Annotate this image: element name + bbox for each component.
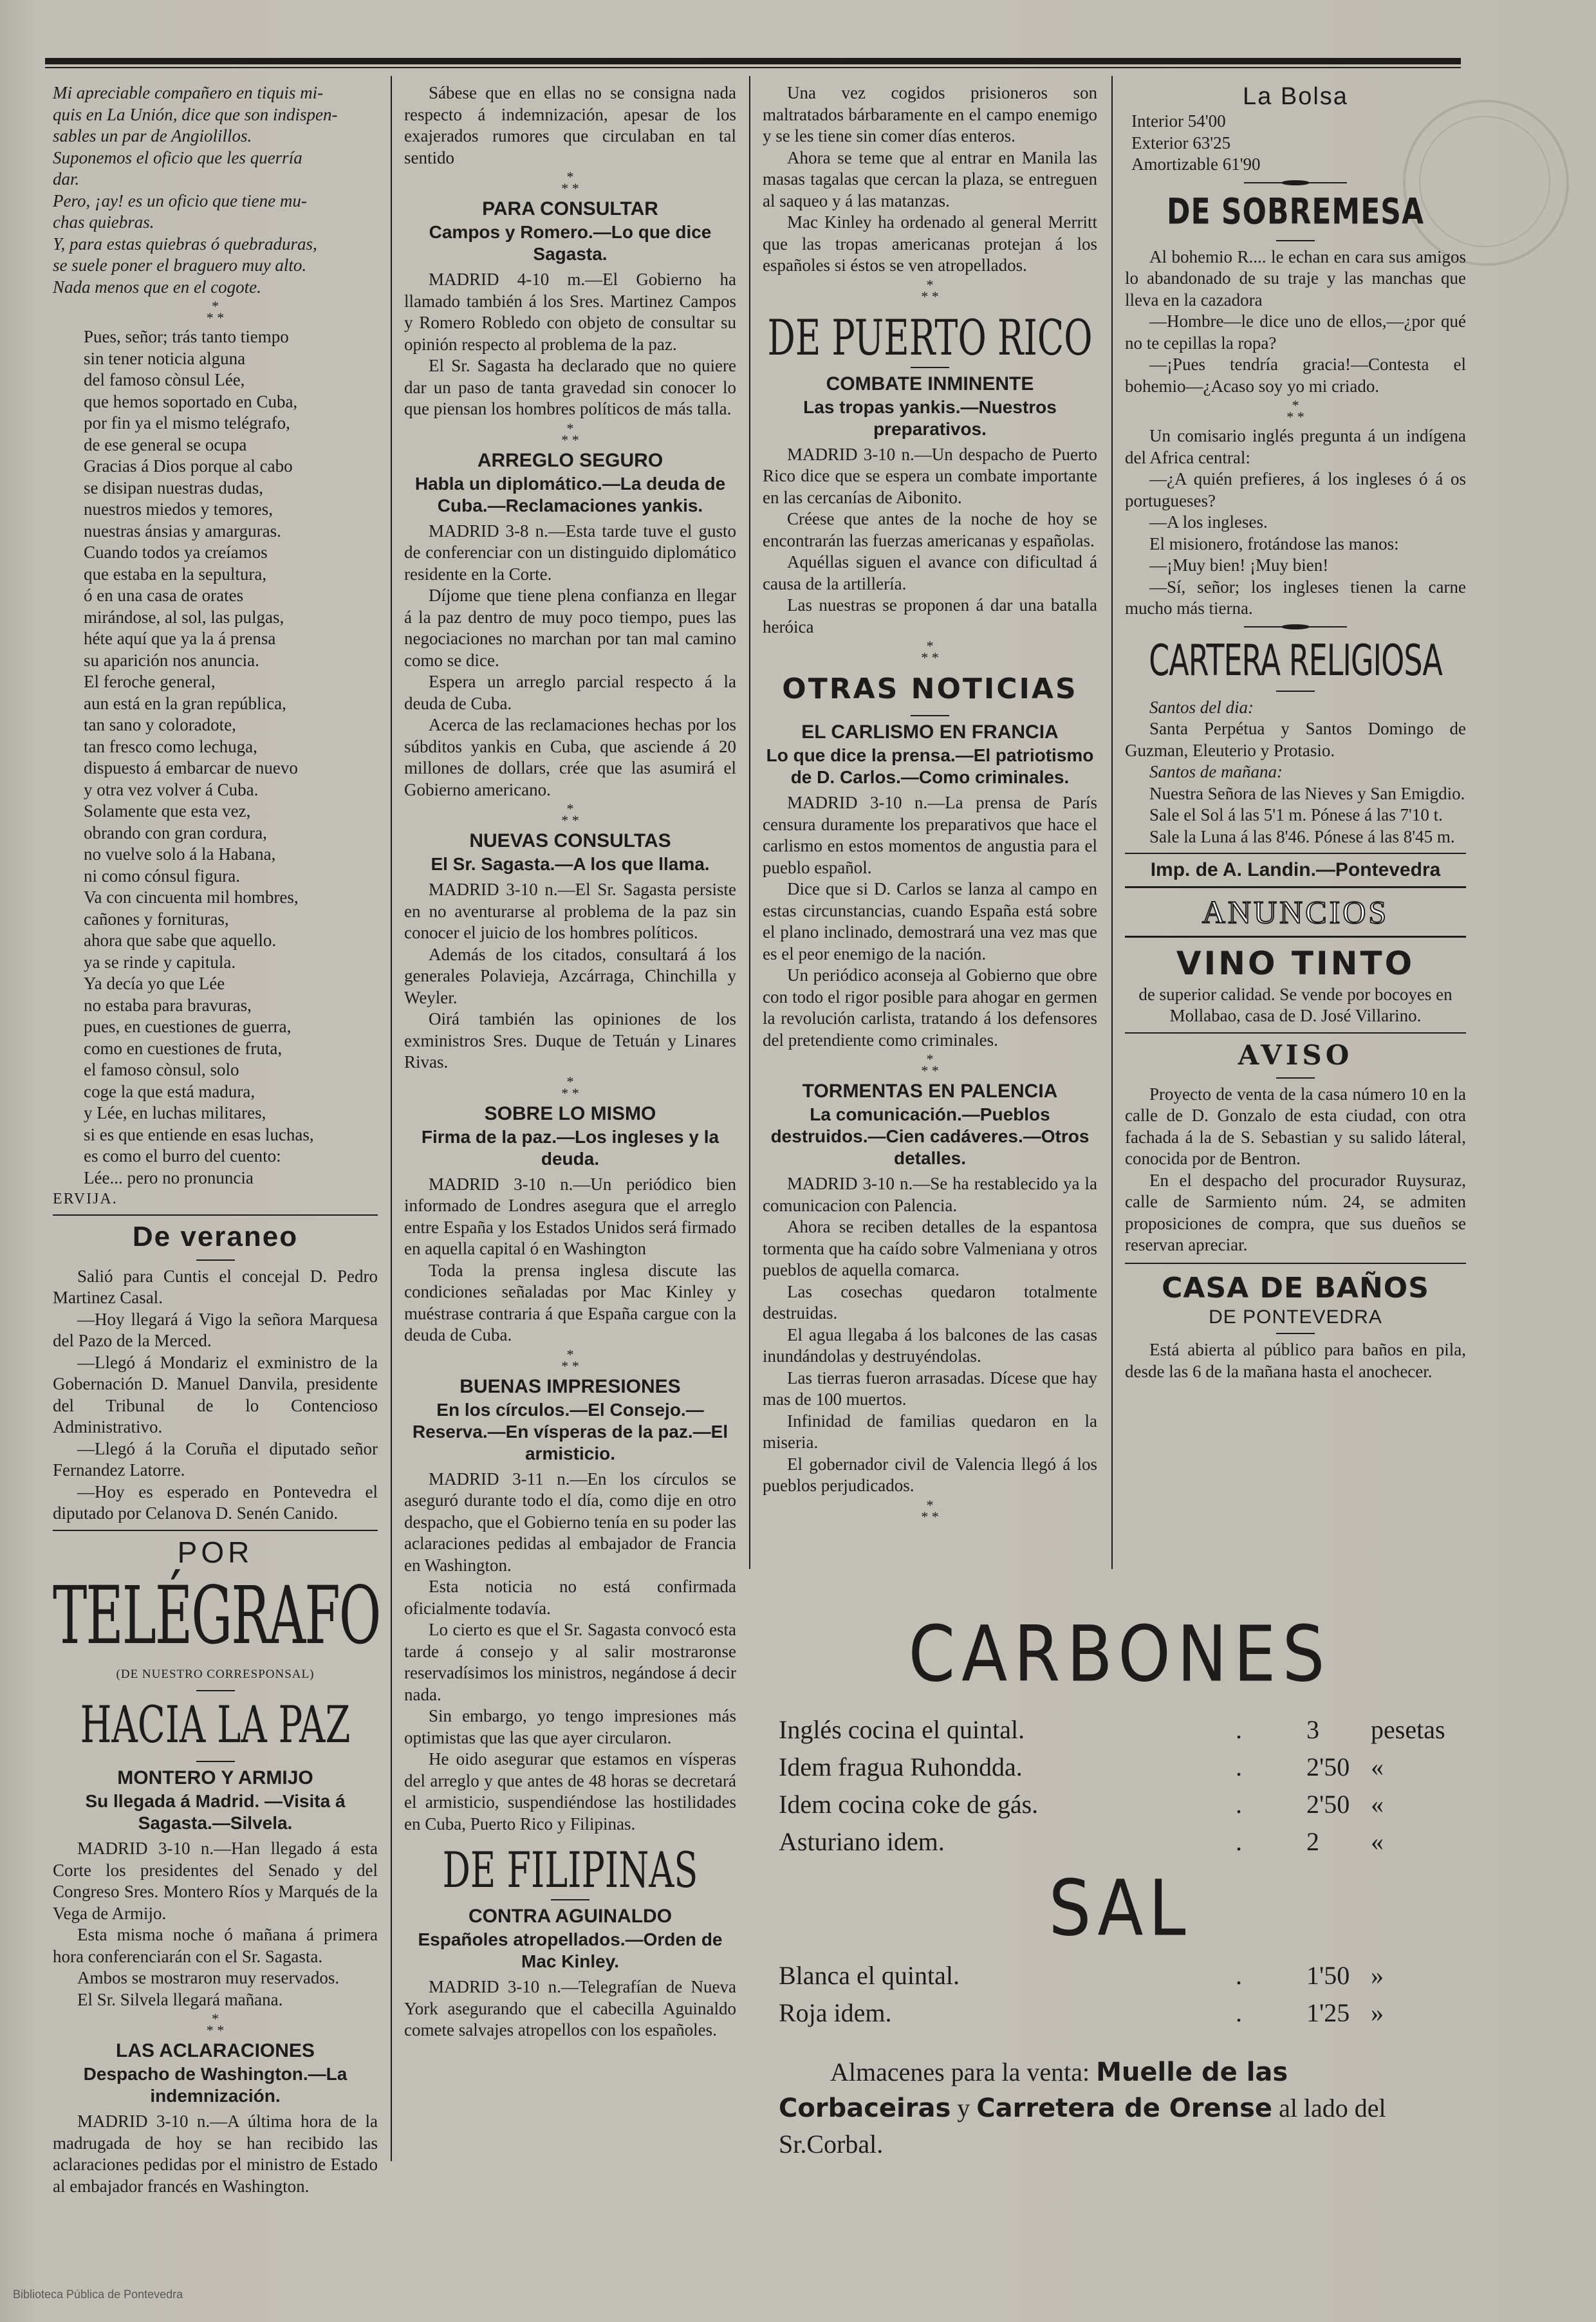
carlismo-deck: Lo que dice la prensa.—El patriotismo de D. Carlos.—Como criminales. [766,745,1094,787]
poem-line: Pues, señor; trás tanto tiempo [84,327,289,346]
aclaraciones-body [53,2111,378,2197]
veraneo-item: Salió para Cuntis el concejal D. Pedro Martinez Casal. [53,1266,378,1307]
price-value: 1'50 [1306,1961,1350,1990]
poem-line: ya se rinde y capitula. [84,952,236,972]
carlismo-heading: EL CARLISMO EN FRANCIA [801,721,1059,743]
veraneo-item: —Llegó á la Coruña el diputado señor Fernandez Latorre. [53,1438,378,1480]
luna-times: Sale la Luna á las 8'46. Pónese á las 8'45 m. [1149,826,1455,846]
poem [53,326,378,1189]
sobre-heading: SOBRE LO MISMO [484,1102,656,1124]
poem-line: cañones y fornituras, [84,909,229,929]
consultar-heading: PARA CONSULTAR [482,198,658,219]
poem-line: de ese general se ocupa [84,434,247,454]
buenas-body [404,1469,736,1835]
paragraph: Espera un arreglo parcial respecto á la deuda de Cuba. [404,672,736,713]
asterism: * * * [921,276,939,304]
column-2 [404,82,736,2041]
intro-paragraph-2: Ahora se teme que al entrar en Manila las masas tagalas que cercan la plaza, se entreguen al saqueo y á las matanzas. [763,147,1097,210]
dot: . [1236,1961,1242,1990]
price-value: 2 [1306,1827,1319,1856]
price-row [772,1711,1467,1748]
aclaraciones-heading: LAS ACLARACIONES [116,2040,315,2061]
paragraph: MADRID 3-10 n.—Un despacho de Puerto Rico dice que se espera un combate importante en las cercanías de Aibonito. [763,444,1097,507]
poem-line: tan fresco como lechuga, [84,736,257,756]
section-rule [1125,1263,1466,1264]
dash [196,1259,235,1261]
note-line: Suponemos el oficio que les querría [53,147,302,167]
poem-line: es como el burro del cuento: [84,1146,281,1166]
corresponsal-line: (DE NUESTRO CORRESPONSAL) [116,1667,315,1681]
almacenes-text: Almacenes para la venta: Muelle de las Corbaceiras y Carretera de Orense al lado del Sr.Corbal. [779,2057,1386,2159]
paragraph: MADRID 3-11 n.—En los círculos se aseguró durante todo el día, como dije en otro despacho, que el Gobierno tenía en su poder las aclaraciones pedidas al embajador de Francia en Washington. [404,1469,736,1575]
poem-line: su aparición nos anuncia. [84,650,259,670]
price-unit: « [1371,1752,1384,1781]
poem-line: nuestras ánsias y amarguras. [84,521,281,541]
arreglo-deck: Habla un diplomático.—La deuda de Cuba.—Reclamaciones yankis. [414,473,726,515]
section-rule [53,1214,378,1216]
telegrafo-heading: TELÉGRAFO [53,1568,380,1662]
price-value: 3 [1306,1715,1319,1744]
section-rule [1125,886,1466,888]
poem-line: Solamente que esta vez, [84,801,251,821]
column-rule [749,76,750,1569]
poem-line: nuestros miedos y temores, [84,499,273,519]
note-line: Nada menos que en el cogote. [53,277,261,297]
paragraph: Un periódico aconseja al Gobierno que obre con todo el rigor posible para ahogar en germen la revolución carlista, tratando á los defensores del pretendiente como criminales. [763,965,1097,1050]
paragraph: MADRID 3-10 n.—El Sr. Sagasta persiste en no aventurarse al problema de la paz sin conocer el juicio de los hombres políticos. [404,880,736,942]
paragraph: MADRID 3-10 n.—Telegrafían de Nueva York asegurando que el cabecilla Aguinaldo comete salvajes atropellos con los españoles. [404,1977,736,2039]
sobre-deck: Firma de la paz.—Los ingleses y la deuda. [421,1126,719,1169]
anuncios-heading: ANUNCIOS [1202,893,1389,930]
paragraph: Acerca de las reclamaciones hechas por los súbditos yankis en Cuba, que asciende á 20 millones de dollars, crée que las asumirá el Gobierno americano. [404,715,736,799]
poem-line: no estaba para bravuras, [84,995,252,1015]
price-row [772,1785,1467,1823]
sal-price-list [772,1956,1467,2031]
paragraph: Infinidad de familias quedaron en la miseria. [763,1411,1097,1452]
note-line: Mi apreciable compañero en tiquis mi- [53,83,324,102]
asterism: * * * [561,801,579,828]
santos-dia: Santa Perpétua y Santos Domingo de Guzman, Eleuterio y Protasio. [1125,719,1466,760]
poem-line: el famoso cònsul, solo [84,1060,239,1079]
consultar-body [404,269,736,420]
paragraph: Aquéllas siguen el avance con dificultad á causa de la artillería. [763,552,1097,593]
paragraph: —¡Muy bien! ¡Muy bien! [1149,555,1329,575]
asterism: * * * [921,1051,939,1079]
montero-heading: MONTERO Y ARMIJO [117,1767,313,1788]
asterism: * * * [921,638,939,665]
sobremesa-heading: DE SOBREMESA [1166,191,1425,232]
note-line: chas quiebras. [53,212,154,232]
paragraph: Además de los citados, consultará á los generales Polavieja, Azcárraga, Chinchilla y Weyler. [404,944,736,1007]
banos-subheading: DE PONTEVEDRA [1209,1306,1382,1328]
santos-dia-label: Santos del dia: [1149,697,1254,717]
price-label: Idem cocina coke de gás. [779,1790,1039,1819]
poem-line: por fin ya el mismo telégrafo, [84,413,290,432]
por-heading: POR [177,1535,254,1569]
poem-line: y otra vez volver á Cuba. [84,779,259,799]
column-rule [1111,76,1113,1569]
intro-paragraph-3: Mac Kinley ha ordenado al general Merritt que las tropas americanas protejan á los españoles si éstos se ven atropellados. [763,212,1097,275]
santos-manana: Nuestra Señora de las Nieves y San Emigdio. [1149,783,1465,803]
veraneo-item: —Hoy es esperado en Pontevedra el diputado por Celanova D. Senén Canido. [53,1481,378,1523]
sol-times: Sale el Sol á las 5'1 m. Pónese á las 7'10 t. [1149,805,1443,824]
carbones-heading: CARBONES [908,1608,1332,1700]
paragraph: Toda la prensa inglesa discute las condiciones señaladas por Mac Kinley y muéstrase contraria á que España cargue con la deuda de Cuba. [404,1260,736,1344]
dash [1276,1333,1315,1334]
signature: ERVIJA. [53,1191,118,1207]
column-4 [1125,82,1466,1382]
dash [1276,1077,1315,1079]
price-unit: « [1371,1790,1384,1819]
tormentas-body [763,1173,1097,1497]
price-value: 2'50 [1306,1790,1350,1819]
note-line: se suele poner el braguero muy alto. [53,255,307,275]
paragraph: Un comisario inglés pregunta á un indígena del Africa central: [1125,426,1466,467]
paragraph: En el despacho del procurador Ruysuraz, calle de Sarmiento núm. 24, se admiten proposiciones de compra, que sus dueños se reservan apreciar. [1125,1170,1466,1254]
price-value: 2'50 [1306,1752,1350,1781]
price-row [772,1956,1467,1994]
paragraph: El misionero, frotándose las manos: [1149,534,1399,553]
poem-line: como en cuestiones de fruta, [84,1038,283,1058]
sobremesa-anecdote-1 [1125,246,1466,398]
price-label: Roja idem. [779,1998,892,2027]
dash [911,715,949,716]
section-rule [1125,1032,1466,1034]
section-rule [1125,936,1466,938]
paragraph: —A los ingleses. [1149,512,1268,532]
santos-manana-label: Santos de mañana: [1149,762,1283,781]
paragraph: —¿A quién prefieres, á los ingleses ó á os portugueses? [1125,469,1466,510]
price-label: Idem fragua Ruhondda. [779,1752,1023,1781]
intro-paragraph: Sábese que en ellas no se consigna nada respecto á indemnización, apesar de los exajerados rumores que circulaban en tal sentido [404,83,736,167]
poem-line: y Lée, en luchas militares, [84,1103,266,1122]
veraneo-list [53,1266,378,1525]
buenas-heading: BUENAS IMPRESIONES [459,1375,681,1397]
carlismo-body [763,792,1097,1051]
combate-body [763,444,1097,638]
section-rule [53,1530,378,1531]
asterism: * * * [561,1346,579,1374]
veraneo-heading: De veraneo [132,1220,299,1252]
paragraph: El agua llegaba á los balcones de las casas inundándolas y destruyéndolas. [763,1324,1097,1366]
footer-credit: Biblioteca Pública de Pontevedra [13,2288,183,2301]
paragraph: Ambos se mostraron muy reservados. [77,1968,340,1987]
price-label: Asturiano idem. [779,1827,945,1856]
price-unit: pesetas [1371,1715,1445,1744]
paragraph: Sin embargo, yo tengo impresiones más optimistas que las que ayer circularon. [404,1706,736,1747]
price-row [772,1748,1467,1785]
aviso-heading: AVISO [1238,1039,1353,1071]
sobre-body [404,1174,736,1346]
paragraph: —Hombre—le dice uno de ellos,—¿por qué no te cepillas la ropa? [1125,311,1466,353]
note-line: dar. [53,169,80,189]
section-rule [1125,853,1466,854]
price-unit: » [1371,1998,1384,2027]
aclaraciones-deck: Despacho de Washington.—La indemnización. [83,2064,348,2106]
poem-line: sin tener noticia alguna [84,348,246,368]
poem-line: héte aquí que ya la á prensa [84,629,276,648]
column-3 [763,82,1097,1525]
humor-note [53,82,378,298]
nuevas-heading: NUEVAS CONSULTAS [469,830,671,851]
intro-paragraph: Una vez cogidos prisioneros son maltratados bárbaramente en el campo enemigo y se les tiene sin comer días enteros. [763,83,1097,145]
poem-line: mirándose, al sol, las pulgas, [84,607,284,627]
poem-line: Ya decía yo que Lée [84,974,225,993]
paragraph: El Sr. Silvela llegará mañana. [77,1989,283,2009]
paragraph: Créese que antes de la noche de hoy se encontrarán las fuerzas americanas y españolas. [763,509,1097,550]
asterism: * * * [206,2011,225,2038]
paragraph: —¡Pues tendría gracia!—Contesta el bohemio—¿Acaso soy yo mi criado. [1125,355,1466,396]
poem-line: que hemos soportado en Cuba, [84,391,298,411]
buenas-deck: En los círculos.—El Consejo.—Reserva.—En vísperas de la paz.—El armisticio. [412,1399,728,1463]
poem-line: Lée... pero no pronuncia [84,1167,254,1187]
top-rule-thin [45,67,1461,68]
poem-line: Cuando todos ya creíamos [84,543,268,562]
aguinaldo-deck: Españoles atropellados.—Orden de Mac Kinley. [418,1929,723,1971]
otras-noticias-heading: OTRAS NOTICIAS [782,673,1078,705]
poem-line: ó en una casa de orates [84,586,244,605]
bolsa-rate: Amortizable 61'90 [1131,154,1261,174]
paragraph: Al bohemio R.... le echan en cara sus amigos lo abandonado de su traje y las manchas que lleva en la cazadora [1125,246,1466,310]
veraneo-item: —Llegó á Mondariz el exministro de la Gobernación D. Manuel Danvila, presidente del Tribunal de lo Contencioso Administrativo. [53,1352,378,1436]
poem-line: coge la que está madura, [84,1081,255,1101]
carbones-price-list [772,1711,1467,1860]
montero-deck: Su llegada á Madrid. —Visita á Sagasta.—Silvela. [85,1791,346,1833]
column-rule [391,76,392,2161]
paragraph: Las nuestras se proponen á dar una batalla heróica [763,595,1097,636]
paragraph: Oirá también las opiniones de los exministros Sres. Duque de Tetuán y Linares Rivas. [404,1009,736,1072]
paragraph: —Sí, señor; los ingleses tienen la carne mucho más tierna. [1125,577,1466,618]
paragraph: Dice que si D. Carlos se lanza al campo en estas circunstancias, cuando España está sobre el plano inclinado, demostrará una vez mas que es el peor enemigo de la nación. [763,879,1097,963]
imprenta-line: Imp. de A. Landin.—Pontevedra [1150,859,1441,880]
top-rule [45,58,1461,64]
aguinaldo-body [404,1976,736,2041]
note-line: sables un par de Angiolillos. [53,126,252,145]
price-value: 1'25 [1306,1998,1350,2027]
combate-deck: Las tropas yankis.—Nuestros preparativos. [803,396,1057,439]
bolsa-rate: Exterior 63'25 [1131,133,1231,153]
paragraph: Esta misma noche ó mañana á primera hora conferenciarán con el Sr. Sagasta. [53,1925,378,1966]
dot: . [1236,1790,1242,1819]
poem-line: ni como cónsul figura. [84,866,240,886]
price-unit: » [1371,1961,1384,1990]
hacia-heading: HACIA LA PAZ [80,1696,351,1755]
sobremesa-anecdote-2 [1125,425,1466,620]
arreglo-body [404,521,736,801]
paragraph: MADRID 3-10 n.—A última hora de la madrugada de hoy se han recibido las aclaraciones pedidas por el ministro de Estado al embajador francés en Washington. [53,2112,378,2196]
paragraph: MADRID 3-8 n.—Esta tarde tuve el gusto de conferenciar con un distinguido diplomático residente en la Corte. [404,521,736,584]
poem-line: obrando con gran cordura, [84,822,267,842]
paragraph: Las tierras fueron arrasadas. Dícese que hay mas de 100 muertos. [763,1368,1097,1409]
paragraph: He oido asegurar que estamos en vísperas del arreglo y que antes de 48 horas se decretará el armisticio, suspendiéndose las hostilidades en Cuba, Puerto Rico y Filipinas. [404,1749,736,1834]
poem-line: dispuesto á embarcar de nuevo [84,758,298,777]
paragraph: MADRID 3-10 n.—La prensa de París censura duramente los preparativos que hace el carlismo en estos momentos de angustia para el pueblo español. [763,793,1097,877]
paragraph: Las cosechas quedaron totalmente destruidas. [763,1281,1097,1323]
puerto-rico-heading: DE PUERTO RICO [767,309,1093,366]
column-1 [53,82,378,2197]
poem-line: tan sano y coloradote, [84,715,236,734]
poem-line: aun está en la gran república, [84,693,286,713]
price-row [772,1994,1467,2031]
price-label: Inglés cocina el quintal. [779,1715,1025,1744]
poem-line: se disipan nuestras dudas, [84,478,263,497]
arreglo-heading: ARREGLO SEGURO [477,449,663,471]
tormentas-heading: TORMENTAS EN PALENCIA [802,1081,1058,1102]
paragraph: Esta noticia no está confirmada oficialmente todavía. [404,1577,736,1618]
bolsa-rate: Interior 54'00 [1131,111,1226,131]
banos-heading: CASA DE BAÑOS [1162,1271,1429,1305]
price-label: Blanca el quintal. [779,1961,960,1990]
poem-line: del famoso cònsul Lée, [84,370,245,389]
veraneo-item: —Hoy llegará á Vigo la señora Marquesa del Pazo de la Merced. [53,1309,378,1350]
price-unit: « [1371,1827,1384,1856]
bolsa-heading: La Bolsa [1243,83,1348,110]
paragraph: MADRID 3-10 n.—Han llegado á esta Corte los presidentes del Senado y del Congreso Sres. Montero Ríos y Marqués de la Vega de Armijo. [53,1839,378,1923]
banos-text: Está abierta al público para baños en pila, desde las 6 de la mañana hasta el anochecer. [1125,1340,1466,1381]
paragraph: Ahora se reciben detalles de la espantosa tormenta que ha caído sobre Valmeniana y otros pueblos de aquella comarca. [763,1217,1097,1279]
note-line: quis en La Unión, dice que son indispen- [53,104,338,124]
poem-line: Va con cincuenta mil hombres, [84,887,299,907]
cartera-heading: CARTERA RELIGIOSA [1149,635,1442,685]
vino-text: de superior calidad. Se vende por bocoyes en Mollabao, casa de D. José Villarino. [1138,984,1452,1025]
asterism: * * * [206,298,225,326]
combate-heading: COMBATE INMINENTE [826,373,1034,395]
consultar-deck: Campos y Romero.—Lo que dice Sagasta. [429,222,712,264]
paragraph: MADRID 3-10 n.—Un periódico bien informado de Londres asegura que el arreglo entre España y los Estados Unidos será firmado en aquella capital ó en Washington [404,1174,736,1258]
paragraph: MADRID 4-10 m.—El Gobierno ha llamado también á los Sres. Martinez Campos y Romero Robledo con objeto de consultar su opinión respecto al problema de la paz. [404,270,736,354]
dot: . [1236,1827,1242,1856]
note-line: Y, para estas quiebras ó quebraduras, [53,234,317,254]
poem-line: pues, en cuestiones de guerra, [84,1017,292,1036]
paragraph: Proyecto de venta de la casa número 10 en la calle de D. Gonzalo de esta ciudad, con otra fachada á la de S. Sebastian y su salido láteral, conocida por de Bentron. [1125,1084,1466,1168]
tormentas-deck: La comunicación.—Pueblos destruidos.—Cien cadáveres.—Otros detalles. [770,1104,1090,1168]
nuevas-deck: El Sr. Sagasta.—A los que llama. [431,854,710,874]
aviso-text [1125,1084,1466,1256]
poem-line: ahora que sabe que aquello. [84,931,277,950]
carbones-ad [772,1609,1467,2162]
paragraph: El Sr. Sagasta ha declarado que no quiere dar un paso de tanta gravedad sin conocer lo que piensan los hombres políticos de más talla. [404,356,736,418]
asterism: * * * [561,1073,579,1101]
asterism: * * * [921,1496,939,1525]
poem-line: Gracias á Dios porque al cabo [84,456,293,476]
asterism: * * * [1286,397,1304,425]
poem-line: que estaba en la sepultura, [84,564,267,584]
vino-heading: VINO TINTO [1176,944,1415,982]
poem-line: El feroche general, [84,672,216,691]
asterism: * * * [561,169,579,196]
sal-heading: SAL [1048,1862,1191,1954]
filipinas-heading: DE FILIPINAS [442,1842,698,1899]
poem-line: no vuelve solo á la Habana, [84,844,276,864]
paragraph: El gobernador civil de Valencia llegó á los pueblos perjudicados. [763,1454,1097,1495]
asterism: * * * [561,420,579,448]
dot: . [1236,1752,1242,1781]
paragraph: Díjome que tiene plena confianza en llegar á la paz dentro de muy poco tiempo, pues las negociaciones no marchan por tan mal camino como se dice. [404,586,736,670]
aguinaldo-heading: CONTRA AGUINALDO [468,1906,673,1927]
nuevas-body [404,879,736,1073]
dot: . [1236,1998,1242,2027]
dot: . [1236,1715,1242,1744]
note-line: Pero, ¡ay! es un oficio que tiene mu- [53,190,307,210]
montero-body [53,1838,378,2011]
paragraph: MADRID 3-10 n.—Se ha restablecido ya la comunicacion con Palencia. [763,1174,1097,1215]
bolsa-rates [1125,111,1466,176]
paragraph: Lo cierto es que el Sr. Sagasta convocó esta tarde á consejo y al salir mostraronse reservadísimos los ministros, negándose á decir nada. [404,1620,736,1704]
poem-line: si es que entiende en esas luchas, [84,1124,314,1144]
